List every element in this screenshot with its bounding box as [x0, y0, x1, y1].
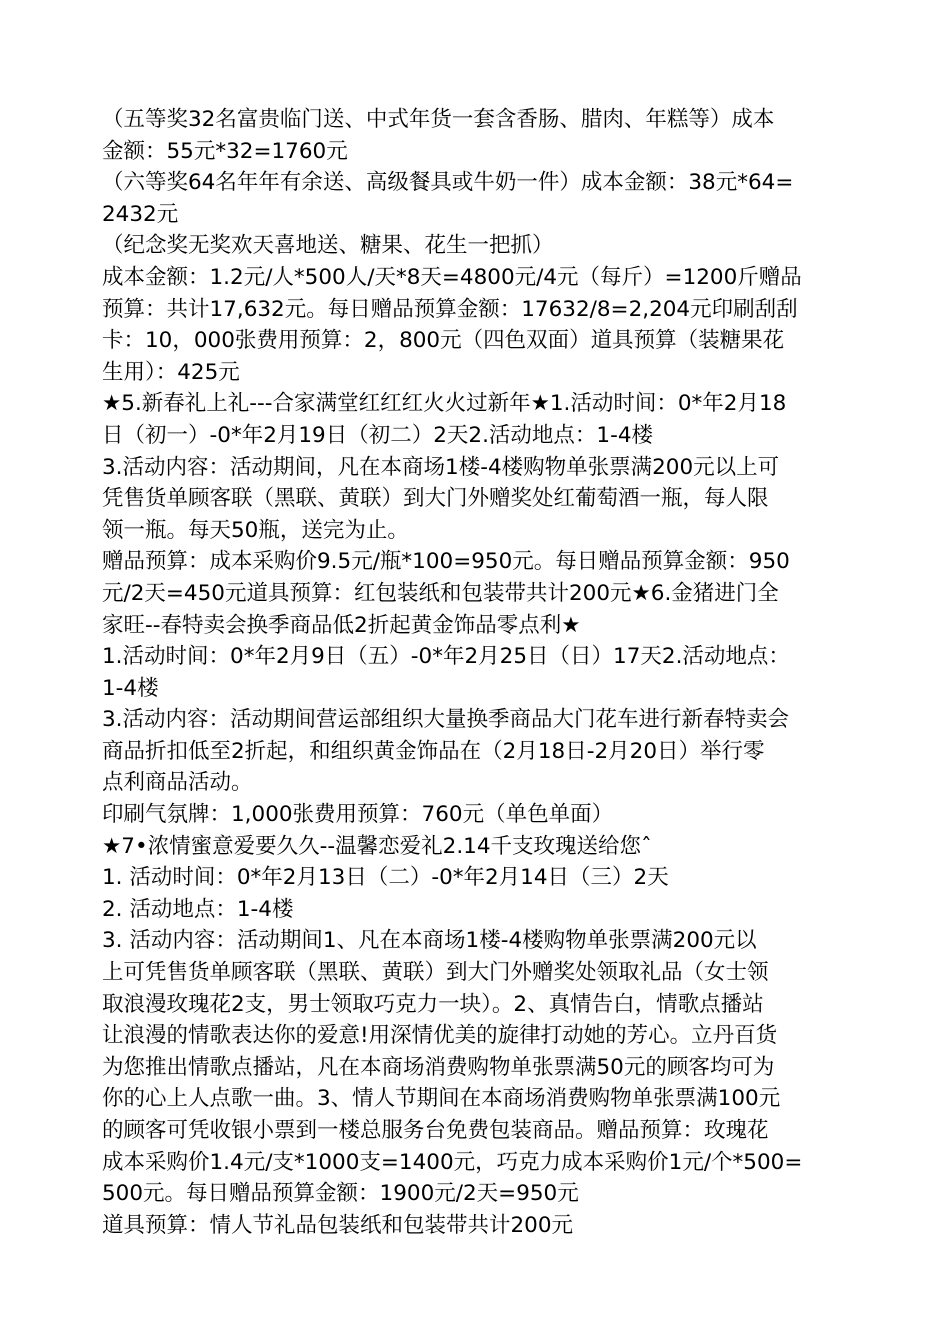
section-heading-line: 家旺--春特卖会换季商品低2折起黄金饰品零点利★ [102, 612, 581, 638]
text-line: 你的心上人点歌一曲。3、情人节期间在本商场消费购物单张票满100元 [102, 1086, 781, 1112]
text-line: 元/2天=450元道具预算：红包装纸和包装带共计200元★6.金猪进门全 [102, 580, 779, 606]
text-line: 的顾客可凭收银小票到一楼总服务台免费包装商品。赠品预算：玫瑰花 [102, 1118, 769, 1143]
section-heading-line: ★5.新春礼上礼---合家满堂红红红火火过新年★1.活动时间：0*年2月18 [102, 391, 787, 417]
text-line: 赠品预算：成本采购价9.5元/瓶*100=950元。每日赠品预算金额：950 [102, 549, 790, 575]
text-line: 3. 活动内容：活动期间1、凡在本商场1楼-4楼购物单张票满200元以 [102, 928, 757, 954]
section-heading-line: ★7•浓情蜜意爱要久久--温馨恋爱礼2.14千支玫瑰送给您ˆ [102, 833, 652, 859]
text-line: 1-4楼 [102, 675, 159, 701]
text-line: 商品折扣低至2折起，和组织黄金饰品在（2月18日-2月20日）举行零 [102, 738, 765, 764]
text-line: 道具预算：情人节礼品包装纸和包装带共计200元 [102, 1212, 574, 1238]
text-line: 上可凭售货单顾客联（黑联、黄联）到大门外赠奖处领取礼品（女士领 [102, 960, 769, 986]
text-line: 500元。每日赠品预算金额：1900元/2天=950元 [102, 1181, 579, 1207]
text-line: 日（初一）-0*年2月19日（初二）2天2.活动地点：1-4楼 [102, 422, 654, 448]
text-line: 1.活动时间：0*年2月9日（五）-0*年2月25日（日）17天2.活动地点： [102, 644, 790, 670]
text-line: 成本采购价1.4元/支*1000支=1400元，巧克力成本采购价1元/个*500= [102, 1149, 803, 1175]
text-line: 取浪漫玫瑰花2支，男士领取巧克力一块）。2、真情告白，情歌点播站 [102, 991, 764, 1017]
text-line: 成本金额：1.2元/人*500人/天*8天=4800元/4元（每斤）=1200斤赠品 [102, 264, 802, 290]
text-line: 金额：55元*32=1760元 [102, 138, 348, 164]
text-line: 点利商品活动。 [102, 770, 253, 796]
text-line: 预算：共计17,632元。每日赠品预算金额：17632/8=2,204元印刷刮刮 [102, 296, 798, 322]
text-line: （五等奖32名富贵临门送、中式年货一套含香肠、腊肉、年糕等）成本 [102, 107, 775, 132]
text-line: 凭售货单顾客联（黑联、黄联）到大门外赠奖处红葡萄酒一瓶，每人限 [102, 486, 769, 512]
text-line: 为您推出情歌点播站，凡在本商场消费购物单张票满50元的顾客均可为 [102, 1054, 775, 1080]
text-line: 1. 活动时间：0*年2月13日（二）-0*年2月14日（三）2天 [102, 865, 669, 891]
text-line: 生用）：425元 [102, 359, 240, 385]
text-line: 印刷气氛牌：1,000张费用预算：760元（单色单面） [102, 802, 614, 828]
text-line: 2432元 [102, 201, 179, 227]
text-line: 领一瓶。每天50瓶，送完为止。 [102, 517, 409, 543]
text-line: 3.活动内容：活动期间营运部组织大量换季商品大门花车进行新春特卖会 [102, 707, 790, 733]
text-line: 2. 活动地点：1-4楼 [102, 896, 294, 922]
text-line: （纪念奖无奖欢天喜地送、糖果、花生一把抓） [102, 233, 554, 259]
text-line: 卡：10，000张费用预算：2，800元（四色双面）道具预算（装糖果花 [102, 328, 785, 354]
text-line: 3.活动内容：活动期间，凡在本商场1楼-4楼购物单张票满200元以上可 [102, 454, 780, 480]
text-line: 让浪漫的情歌表达你的爱意!用深情优美的旋律打动她的芳心。立丹百货 [102, 1023, 778, 1049]
text-line: （六等奖64名年年有余送、高级餐具或牛奶一件）成本金额：38元*64= [102, 170, 794, 196]
document-body [102, 104, 862, 1241]
